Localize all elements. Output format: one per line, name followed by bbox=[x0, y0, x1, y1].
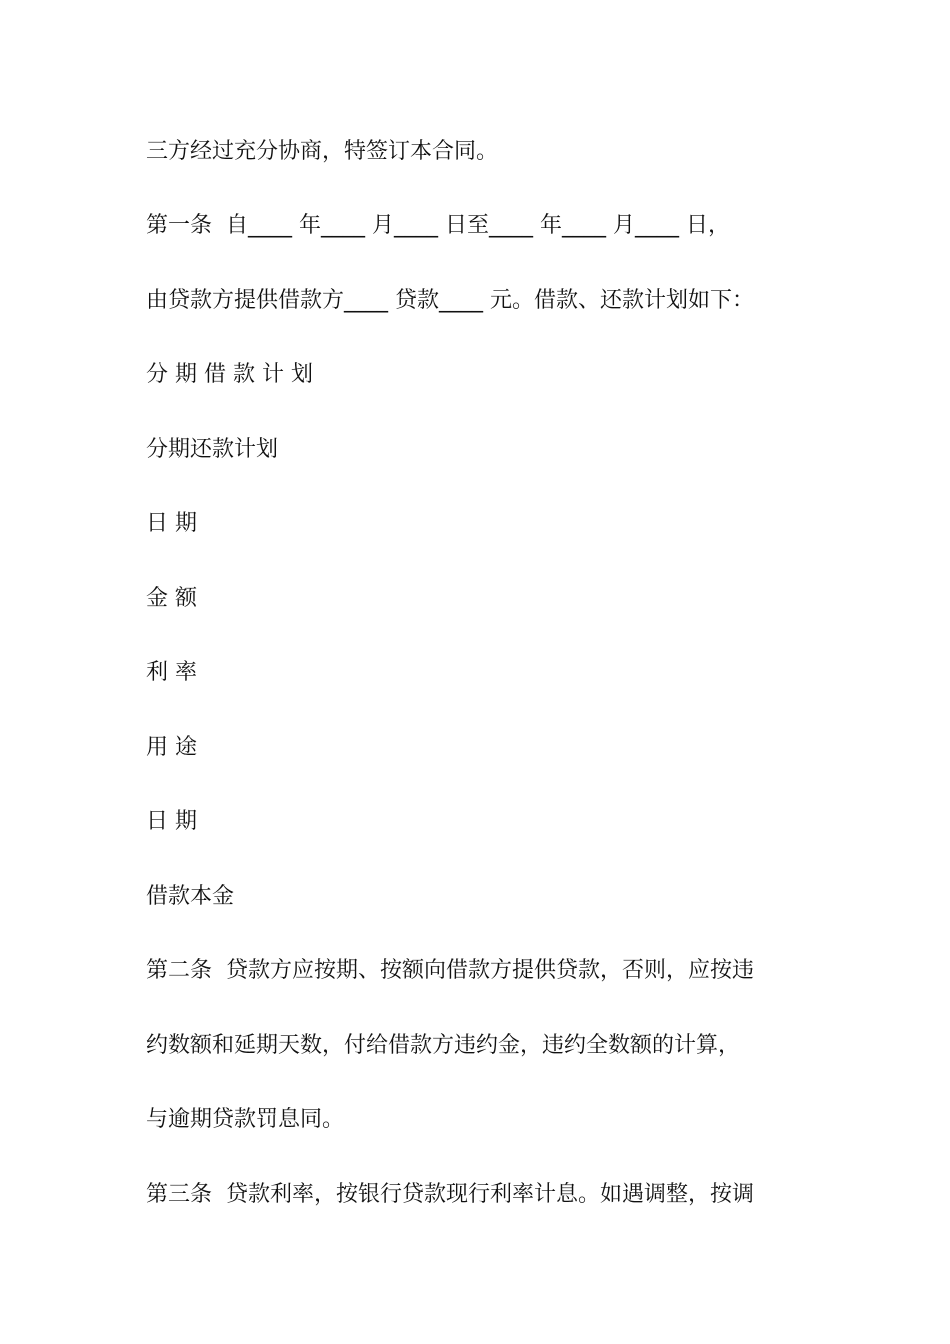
label-purpose: 用 途 bbox=[146, 735, 197, 760]
label-amount: 金 额 bbox=[146, 586, 197, 611]
label-principal: 借款本金 bbox=[146, 884, 235, 909]
label-interest-rate: 利 率 bbox=[146, 660, 197, 685]
label-date: 日 期 bbox=[146, 511, 197, 536]
paragraph-intro: 三方经过充分协商，特签订本合同。 bbox=[146, 139, 499, 164]
installment-repayment-plan-heading: 分期还款计划 bbox=[146, 437, 279, 462]
article-2-line-1: 第二条 贷款方应按期、按额向借款方提供贷款，否则，应按违 bbox=[146, 958, 754, 983]
article-2-line-3: 与逾期贷款罚息同。 bbox=[146, 1107, 345, 1132]
article-1-line-2: 由贷款方提供借款方____ 贷款____ 元。借款、还款计划如下： bbox=[146, 288, 754, 313]
article-2-line-2: 约数额和延期天数，付给借款方违约金，违约全数额的计算， bbox=[146, 1033, 741, 1058]
label-date-2: 日 期 bbox=[146, 809, 197, 834]
installment-loan-plan-heading: 分 期 借 款 计 划 bbox=[146, 362, 313, 387]
article-1-line-1: 第一条 自____ 年____ 月____ 日至____ 年____ 月____ 日， bbox=[146, 213, 730, 238]
article-3-line-1: 第三条 贷款利率，按银行贷款现行利率计息。如遇调整，按调 bbox=[146, 1182, 754, 1207]
